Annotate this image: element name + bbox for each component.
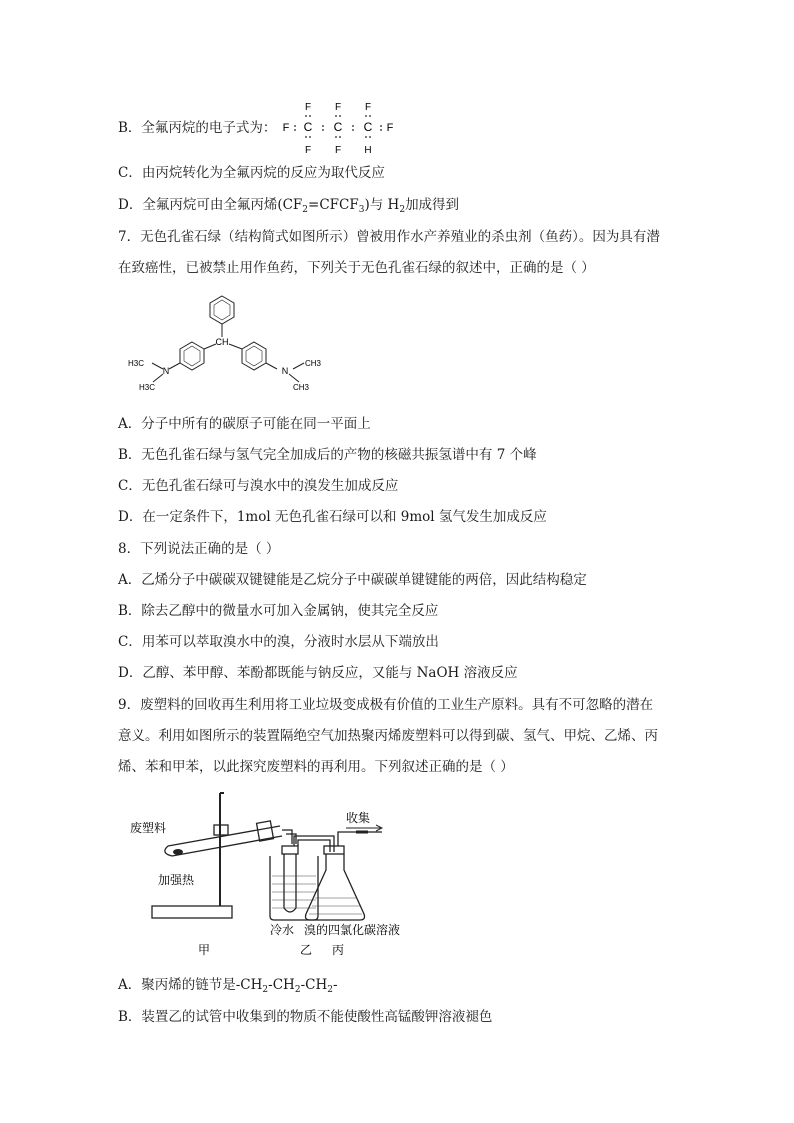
q7-option-c: C．无色孔雀石绿可与溴水中的溴发生加成反应 [118,478,399,494]
label-jia: 甲 [198,943,211,957]
q9-stem-line2: 意义。利用如图所示的装置隔绝空气加热聚丙烯废塑料可以得到碳、氢气、甲烷、乙烯、丙 [118,728,658,744]
electron-dot-formula [280,98,400,158]
label-bing: 丙 [332,943,345,957]
label-collect: 收集 [346,811,371,825]
label-yi: 乙 [300,943,313,957]
dot-bottom-f2: F [334,145,342,156]
dot-bottom-h: H [364,145,372,156]
q9-option-a: A．聚丙烯的链节是$-CH_2-CH_2-CH_2-$ [118,977,338,995]
dot-left-f: F [282,122,290,134]
label-heat: 加强热 [158,873,195,887]
n-left-label: N [162,366,170,376]
q7-stem-line2: 在致癌性，已被禁止用作鱼药，下列关于无色孔雀石绿的叙述中，正确的是（ ） [118,260,595,276]
me-left-bottom: H3C [139,383,156,392]
label-plastic: 废塑料 [130,821,167,835]
q8-stem: 8．下列说法正确的是（ ） [118,541,280,557]
q8-option-c: C．用苯可以萃取溴水中的溴，分液时水层从下端放出 [118,634,439,650]
me-right-top: CH3 [305,359,322,368]
q6-option-b-text: B．全氟丙烷的电子式为： [118,120,277,136]
q7-option-b: B．无色孔雀石绿与氢气完全加成后的产物的核磁共振氢谱中有 7 个峰 [118,447,537,463]
dot-c3: C [363,120,373,134]
dot-bottom-f1: F [304,145,312,156]
q6-option-d: D．全氟丙烷可由全氟丙烯$(CF_2=CFCF_3)$与 $H_2$加成得到 [118,197,460,215]
dot-top-f3: F [364,102,372,113]
q9-stem-line1: 9．废塑料的回收再生利用将工业垃圾变成极有价值的工业生产原料。具有不可忽略的潜在 [118,697,654,713]
ch-label: CH [215,337,229,347]
q6-option-c: C．由丙烷转化为全氟丙烷的反应为取代反应 [118,165,385,181]
dot-top-f2: F [334,102,342,113]
q8-option-b: B．除去乙醇中的微量水可加入金属钠，使其完全反应 [118,603,439,619]
q7-option-d: D．在一定条件下，1mol 无色孔雀石绿可以和 9mol 氢气发生加成反应 [118,509,547,525]
dot-top-f1: F [304,102,312,113]
pyrolysis-apparatus-figure [120,788,460,960]
me-right-bottom: CH3 [293,383,310,392]
q7-option-a: A．分子中所有的碳原子可能在同一平面上 [118,416,371,432]
q9-stem-line3: 烯、苯和甲苯，以此探究废塑料的再利用。下列叙述正确的是（ ） [118,759,514,775]
q6-option-b [118,118,276,138]
q8-option-d: D．乙醇、苯甲醇、苯酚都既能与钠反应，又能与 NaOH 溶液反应 [118,665,518,681]
dot-c1: C [303,120,313,134]
malachite-green-structure [125,290,335,405]
me-left-top: H3C [128,359,145,368]
q8-option-a: A．乙烯分子中碳碳双键键能是乙烷分子中碳碳单键键能的两倍，因此结构稳定 [118,572,587,588]
q7-stem-line1: 7．无色孔雀石绿（结构简式如图所示）曾被用作水产养殖业的杀虫剂（鱼药）。因为具有潜 [118,229,660,245]
dot-c2: C [333,120,343,134]
label-cold-water: 冷水 [270,923,295,937]
q9-option-b: B．装置乙的试管中收集到的物质不能使酸性高锰酸钾溶液褪色 [118,1009,493,1025]
dot-right-f: F [386,122,394,134]
label-solution: 溴的四氯化碳溶液 [304,923,401,937]
n-right-label: N [281,366,289,376]
